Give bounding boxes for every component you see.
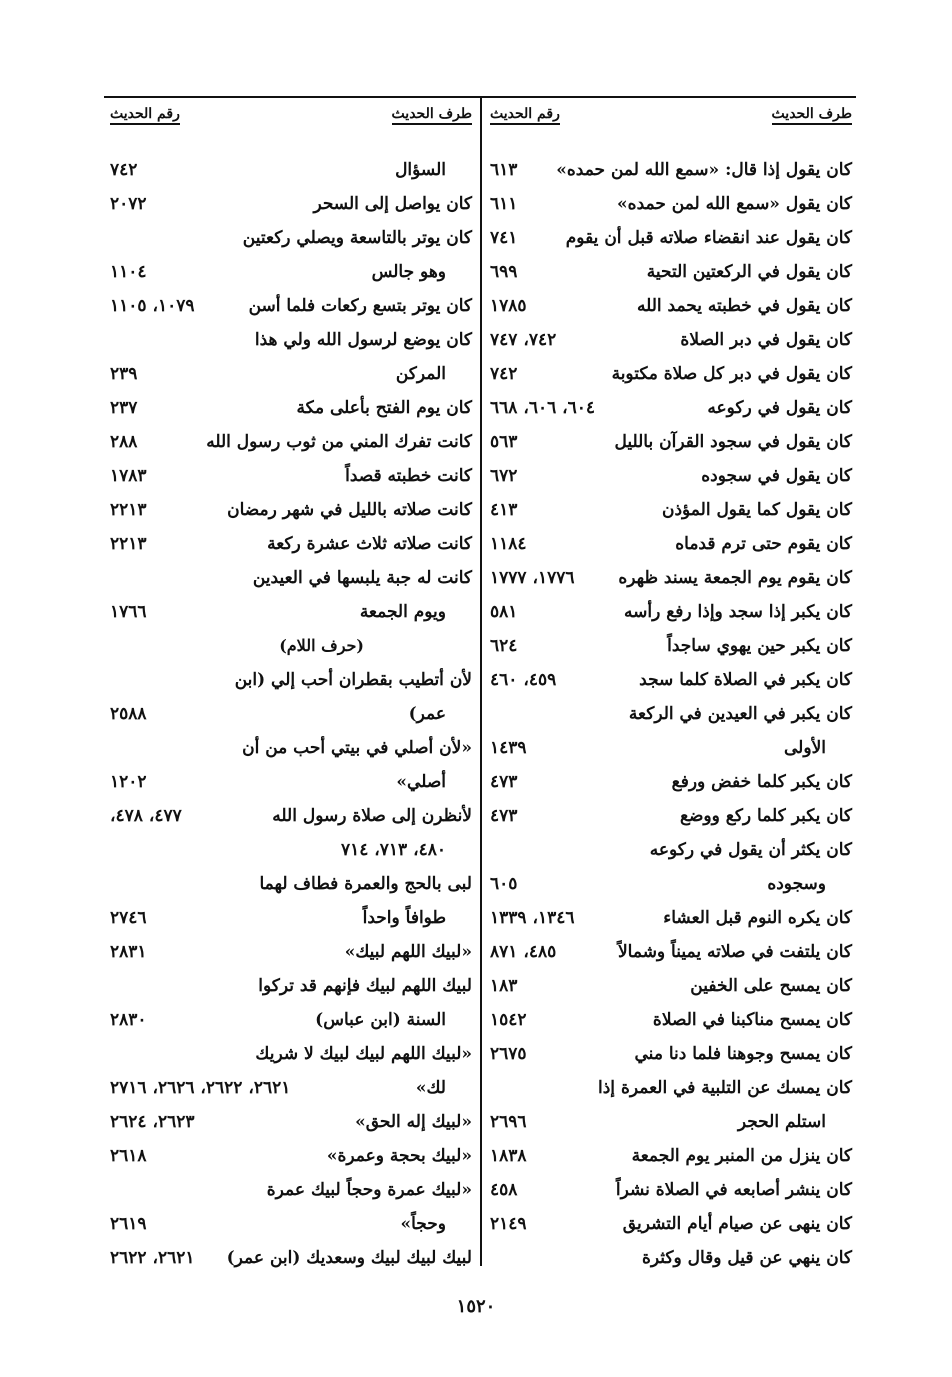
entry-number: ٢٨٣١ bbox=[110, 942, 147, 962]
entry-text: كان ينشر أصابعه في الصلاة نشراً bbox=[615, 1180, 852, 1200]
entry-number: ١٨٣ bbox=[490, 976, 518, 996]
header-hadith-text: طرف الحديث bbox=[392, 106, 472, 125]
entry-number: ٦١١ bbox=[490, 194, 518, 214]
index-entry bbox=[104, 496, 476, 530]
entry-text: (حرف اللام) bbox=[279, 636, 364, 655]
index-entry bbox=[484, 292, 856, 326]
index-entry bbox=[484, 972, 856, 1006]
entry-number: ٤٥٩، ٤٦٠ bbox=[490, 670, 557, 690]
entry-number: ١١٨٤ bbox=[490, 534, 527, 554]
entry-text: كان يقول في دبر الصلاة bbox=[680, 330, 852, 350]
entry-text: كان يقول «سمع الله لمن حمده» bbox=[617, 194, 852, 214]
entry-text: كان يقول كما يقول المؤذن bbox=[661, 500, 852, 520]
entry-number: ٤٧٧، ٤٧٨، bbox=[110, 806, 182, 826]
index-entry bbox=[484, 700, 856, 734]
index-entry bbox=[104, 1210, 476, 1244]
index-entry bbox=[104, 326, 476, 360]
entry-text: «لبيك إله الحق» bbox=[355, 1112, 472, 1132]
entry-text: كان يكره النوم قبل العشاء bbox=[663, 908, 852, 928]
entry-number: ١٥٤٢ bbox=[490, 1010, 527, 1030]
entry-text: استلم الحجر bbox=[737, 1112, 826, 1132]
entry-number: ٢٣٩ bbox=[110, 364, 138, 384]
index-entry bbox=[484, 530, 856, 564]
index-entry bbox=[484, 1176, 856, 1210]
entry-number: ٢٨٣٠ bbox=[110, 1010, 147, 1030]
entry-number: ٢٢١٣ bbox=[110, 534, 147, 554]
entry-text: كان يقول في خطبته يحمد الله bbox=[636, 296, 852, 316]
entry-text: كان يقوم حتى ترم قدماه bbox=[675, 534, 852, 554]
index-entry bbox=[484, 734, 856, 768]
entry-number: ٤٨٥، ٨٧١ bbox=[490, 942, 557, 962]
index-entry bbox=[104, 1142, 476, 1176]
entry-number: ١٢٠٢ bbox=[110, 772, 147, 792]
index-entry bbox=[484, 326, 856, 360]
index-entry bbox=[484, 870, 856, 904]
entry-text: كان يقول في ركوعه bbox=[707, 398, 852, 418]
entry-number: ٢٦١٩ bbox=[110, 1214, 147, 1234]
entry-text: كانت تفرك المني من ثوب رسول الله bbox=[206, 432, 472, 452]
entry-number: ١١٠٤ bbox=[110, 262, 147, 282]
index-entry bbox=[104, 1244, 476, 1278]
right-entry-list bbox=[484, 156, 856, 1278]
index-entry bbox=[484, 836, 856, 870]
entry-text: أصلي» bbox=[396, 772, 446, 792]
index-entry bbox=[484, 1040, 856, 1074]
index-entry bbox=[104, 904, 476, 938]
entry-number: ٢٦٢١، ٢٦٢٢ bbox=[110, 1248, 195, 1268]
index-entry bbox=[484, 598, 856, 632]
entry-text: كانت صلاته بالليل في شهر رمضان bbox=[227, 500, 472, 520]
entry-number: ١٨٣٨ bbox=[490, 1146, 527, 1166]
entry-number: ٢٦٩٦ bbox=[490, 1112, 527, 1132]
index-entry bbox=[484, 1074, 856, 1108]
entry-number: ٦١٣ bbox=[490, 160, 518, 180]
index-entry bbox=[104, 666, 476, 700]
index-entry bbox=[484, 428, 856, 462]
entry-text: كان يواصل إلى السحر bbox=[313, 194, 472, 214]
entry-text: كان ينهى عن صيام أيام التشريق bbox=[622, 1214, 852, 1234]
entry-number: ٦٠٥ bbox=[490, 874, 518, 894]
entry-text: كان يلتفت في صلاته يميناً وشمالاً bbox=[617, 942, 852, 962]
entry-number: ٦٢٤ bbox=[490, 636, 518, 656]
index-entry bbox=[104, 394, 476, 428]
entry-number: ٤١٣ bbox=[490, 500, 518, 520]
index-entry bbox=[104, 836, 476, 870]
entry-text: كان يوتر بالتاسعة ويصلي ركعتين bbox=[242, 228, 472, 248]
entry-text: كان يمسح وجوهنا فلما دنا مني bbox=[634, 1044, 852, 1064]
entry-text: كان ينزل من المنبر يوم الجمعة bbox=[631, 1146, 852, 1166]
entry-number: ٤٧٣ bbox=[490, 772, 518, 792]
entry-number: ٥٦٣ bbox=[490, 432, 518, 452]
entry-text: كان يقول في الركعتين التحية bbox=[646, 262, 852, 282]
entry-number: ٧٤٢ bbox=[490, 364, 518, 384]
index-entry bbox=[104, 870, 476, 904]
header-hadith-number: رقم الحديث bbox=[110, 106, 180, 125]
entry-text: كان يقوم يوم الجمعة يسند ظهره bbox=[618, 568, 852, 588]
index-entry bbox=[104, 1006, 476, 1040]
entry-text: السؤال bbox=[395, 160, 446, 180]
entry-text: كان ينهي عن قيل وقال وكثرة bbox=[641, 1248, 852, 1268]
index-entry bbox=[104, 530, 476, 564]
entry-text: كان يكثر أن يقول في ركوعه bbox=[649, 840, 852, 860]
index-entry bbox=[484, 360, 856, 394]
entry-text: ويوم الجمعة bbox=[359, 602, 446, 622]
entry-text: وسجوده bbox=[767, 874, 826, 894]
index-entry bbox=[484, 1244, 856, 1278]
entry-text: المركن bbox=[395, 364, 446, 384]
entry-number: ٢١٤٩ bbox=[490, 1214, 527, 1234]
left-entry-list bbox=[104, 156, 476, 1278]
index-entry bbox=[104, 972, 476, 1006]
entry-number: ٢٥٨٨ bbox=[110, 704, 147, 724]
entry-text: طوافاً واحداً bbox=[362, 908, 446, 928]
entry-text: كان يقول إذا قال: «سمع الله لمن حمده» bbox=[556, 160, 852, 180]
index-entry bbox=[484, 1006, 856, 1040]
index-entry bbox=[104, 224, 476, 258]
entry-text: كان يكبر في الصلاة كلما سجد bbox=[639, 670, 852, 690]
left-column bbox=[104, 96, 476, 1266]
entry-text: كان يقول في سجود القرآن بالليل bbox=[614, 432, 852, 452]
entry-number: ١٧٨٣ bbox=[110, 466, 147, 486]
entry-text: كان يمسح على الخفين bbox=[690, 976, 852, 996]
index-entry bbox=[484, 190, 856, 224]
entry-number: ١٧٧٦، ١٧٧٧ bbox=[490, 568, 575, 588]
index-entry bbox=[104, 1074, 476, 1108]
entry-text: كان يقول عند انقضاء صلاته قبل أن يقوم bbox=[565, 228, 852, 248]
entry-number: ١٤٣٩ bbox=[490, 738, 527, 758]
index-entry bbox=[484, 632, 856, 666]
index-entry bbox=[484, 768, 856, 802]
index-entry bbox=[484, 1142, 856, 1176]
entry-number: ٧٤٢ bbox=[110, 160, 138, 180]
entry-number: ٧٤١ bbox=[490, 228, 518, 248]
index-entry bbox=[104, 938, 476, 972]
right-column bbox=[484, 96, 856, 1266]
index-entry bbox=[104, 700, 476, 734]
entry-number: ١٧٨٥ bbox=[490, 296, 527, 316]
index-entry bbox=[484, 802, 856, 836]
entry-text: كانت له جبة يلبسها في العيدين bbox=[252, 568, 472, 588]
entry-text: كان يقول في دبر كل صلاة مكتوبة bbox=[611, 364, 852, 384]
index-entry bbox=[104, 360, 476, 394]
entry-number: ٤٧٣ bbox=[490, 806, 518, 826]
entry-text: «لبيك اللهم لبيك لبيك لا شريك bbox=[255, 1044, 472, 1064]
entry-text: «لبيك بحجة وعمرة» bbox=[326, 1146, 472, 1166]
index-entry bbox=[104, 462, 476, 496]
entry-text: كان يمسك عن التلبية في العمرة إذا bbox=[598, 1078, 852, 1098]
entry-number: ٢٦١٨ bbox=[110, 1146, 147, 1166]
entry-text: لأن أتطيب بقطران أحب إلي (ابن bbox=[234, 670, 472, 690]
entry-text: لك» bbox=[415, 1078, 446, 1098]
entry-number: ٤٥٨ bbox=[490, 1180, 518, 1200]
index-entry bbox=[484, 904, 856, 938]
entry-text: «لأن أصلي في بيتي أحب من أن bbox=[242, 738, 472, 758]
entry-text: «لبيك عمرة وحجاً لبيك عمرة bbox=[266, 1180, 472, 1200]
index-entry bbox=[484, 462, 856, 496]
entry-text: ٤٨٠، ٧١٣، ٧١٤ bbox=[340, 840, 446, 860]
entry-number: ٥٨١ bbox=[490, 602, 518, 622]
index-entry bbox=[104, 428, 476, 462]
index-entry bbox=[484, 156, 856, 190]
entry-number: ٢٨٨ bbox=[110, 432, 138, 452]
entry-text: كان يوضع لرسول الله ولي هذا bbox=[254, 330, 472, 350]
entry-text: كانت صلاته ثلاث عشرة ركعة bbox=[267, 534, 472, 554]
index-entry bbox=[104, 564, 476, 598]
entry-number: ٧٤٢، ٧٤٧ bbox=[490, 330, 557, 350]
header-hadith-text: طرف الحديث bbox=[772, 106, 852, 125]
index-entry bbox=[484, 224, 856, 258]
entry-text: «لبيك اللهم لبيك» bbox=[344, 942, 472, 962]
entry-text: كان يكبر حين يهوي ساجداً bbox=[667, 636, 852, 656]
entry-number: ٦٩٩ bbox=[490, 262, 518, 282]
entry-text: كانت خطبته قصداً bbox=[345, 466, 472, 486]
entry-text: كان يمسح مناكبنا في الصلاة bbox=[652, 1010, 852, 1030]
entry-text: لأنظرن إلى صلاة رسول الله bbox=[272, 806, 472, 826]
entry-text: الأولى bbox=[784, 738, 826, 758]
entry-text: عمر) bbox=[408, 704, 446, 724]
entry-number: ٢٣٧ bbox=[110, 398, 138, 418]
entry-text: كان يكبر كلما خفض ورفع bbox=[671, 772, 852, 792]
index-entry bbox=[104, 768, 476, 802]
index-entry bbox=[484, 666, 856, 700]
index-entry bbox=[104, 1176, 476, 1210]
entry-text: كان يكبر إذا سجد وإذا رفع رأسه bbox=[624, 602, 852, 622]
entry-text: وحجاً» bbox=[400, 1214, 446, 1234]
entry-text: وهو جالس bbox=[371, 262, 446, 282]
entry-number: ١٧٦٦ bbox=[110, 602, 147, 622]
entry-number: ٦٠٤، ٦٠٦، ٦٦٨ bbox=[490, 398, 596, 418]
index-entry bbox=[484, 394, 856, 428]
index-entry bbox=[484, 1108, 856, 1142]
index-entry bbox=[104, 598, 476, 632]
entry-number: ٢٦٢١، ٢٦٢٢، ٢٦٢٦، ٢٧١٦ bbox=[110, 1078, 291, 1098]
index-entry bbox=[104, 292, 476, 326]
index-entry bbox=[484, 496, 856, 530]
index-entry bbox=[484, 1210, 856, 1244]
index-entry bbox=[104, 802, 476, 836]
entry-text: السنة (ابن عباس) bbox=[315, 1010, 446, 1030]
header-hadith-number: رقم الحديث bbox=[490, 106, 560, 125]
entry-number: ٢٦٧٥ bbox=[490, 1044, 527, 1064]
entry-text: كان يكبر كلما ركع ووضع bbox=[679, 806, 852, 826]
index-entry bbox=[484, 564, 856, 598]
entry-text: كان يكبر في العيدين في الركعة bbox=[628, 704, 852, 724]
index-entry bbox=[104, 734, 476, 768]
left-column-header bbox=[104, 96, 476, 140]
index-entry bbox=[104, 156, 476, 190]
index-entry bbox=[104, 190, 476, 224]
entry-text: كان يوتر بتسع ركعات فلما أسن bbox=[248, 296, 472, 316]
index-entry bbox=[104, 1108, 476, 1142]
entry-text: لبيك اللهم لبيك فإنهم قد تركوا bbox=[258, 976, 472, 996]
entry-number: ٦٧٢ bbox=[490, 466, 518, 486]
column-divider bbox=[480, 96, 482, 1266]
index-entry bbox=[484, 938, 856, 972]
entry-number: ١٣٤٦، ١٣٣٩ bbox=[490, 908, 575, 928]
entry-text: كان يوم الفتح بأعلى مكة bbox=[296, 398, 472, 418]
right-column-header bbox=[484, 96, 856, 140]
entry-number: ٢٠٧٢ bbox=[110, 194, 147, 214]
index-entry bbox=[104, 258, 476, 292]
entry-number: ٢٢١٣ bbox=[110, 500, 147, 520]
entry-number: ٢٦٢٣، ٢٦٢٤ bbox=[110, 1112, 195, 1132]
entry-text: لبى بالحج والعمرة فطاف لهما bbox=[259, 874, 472, 894]
entry-text: كان يقول في سجوده bbox=[701, 466, 852, 486]
page-number: ١٥٢٠ bbox=[456, 1296, 496, 1317]
entry-number: ٢٧٤٦ bbox=[110, 908, 147, 928]
index-entry bbox=[484, 258, 856, 292]
index-entry bbox=[104, 1040, 476, 1074]
entry-text: لبيك لبيك لبيك وسعديك (ابن عمر) bbox=[226, 1248, 472, 1268]
entry-number: ١٠٧٩، ١١٠٥ bbox=[110, 296, 195, 316]
index-page bbox=[104, 96, 856, 1266]
section-heading bbox=[104, 632, 476, 666]
